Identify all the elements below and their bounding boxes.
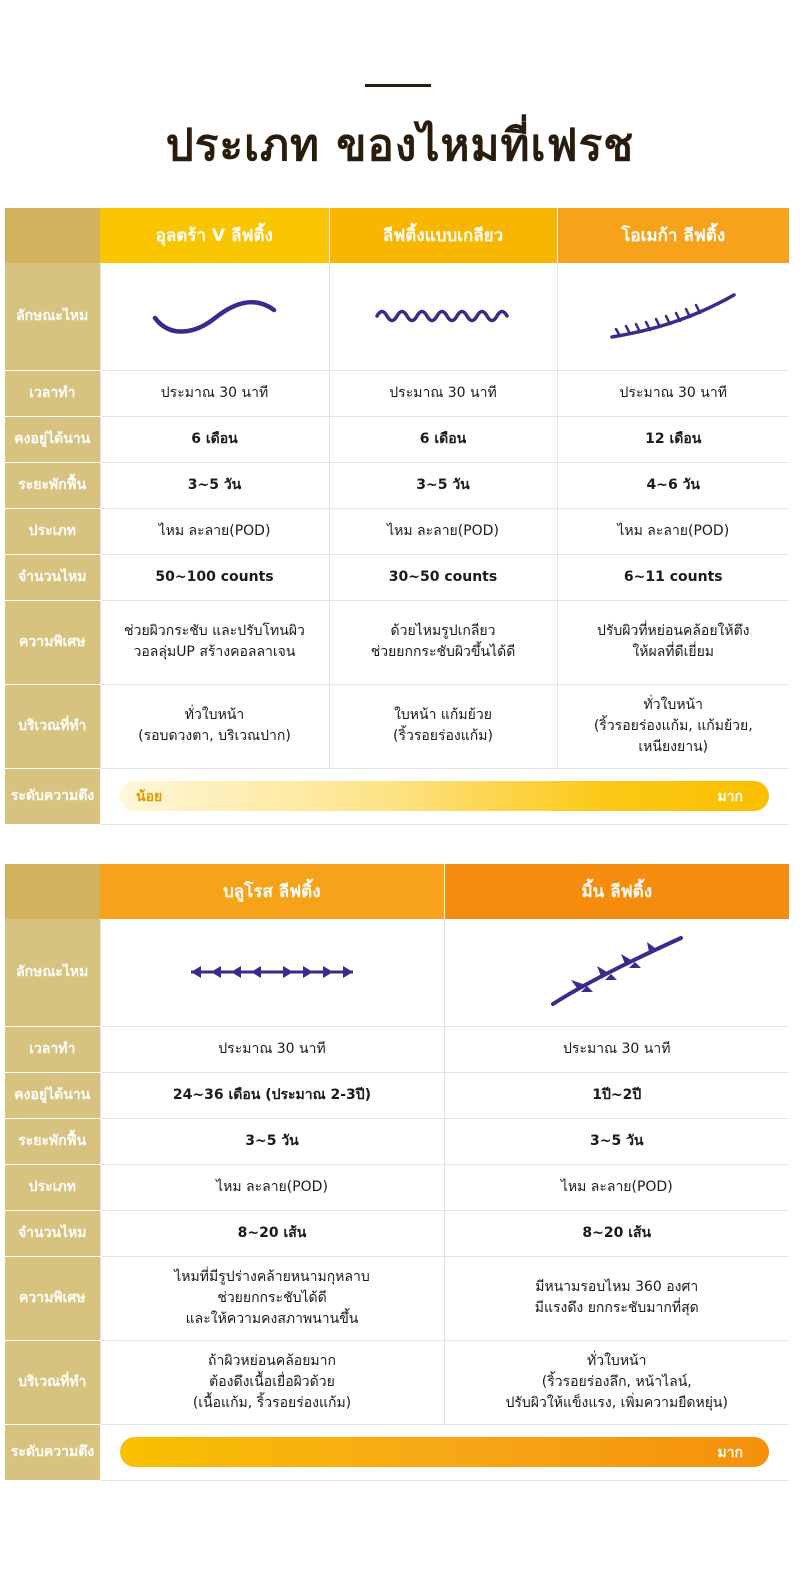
title-divider [365, 84, 431, 87]
level-high-label: มาก [717, 789, 743, 805]
recovery-cell: 3~5 วัน [100, 1118, 444, 1164]
area-cell [329, 684, 557, 768]
special-cell [329, 600, 557, 684]
area-line: (ริ้วรอยร่องแก้ม, แก้มย้วย, [593, 717, 753, 734]
row-label-type: ประเภท [5, 1164, 100, 1210]
count-cell: 6~11 counts [557, 554, 789, 600]
row-label-duration: คงอยู่ได้นาน [5, 416, 100, 462]
level-cell [100, 1424, 789, 1480]
area-cell [100, 684, 329, 768]
count-cell: 8~20 เส้น [100, 1210, 444, 1256]
type-cell: ไหม ละลาย(POD) [444, 1164, 789, 1210]
time-cell: ประมาณ 30 นาที [557, 370, 789, 416]
type-cell: ไหม ละลาย(POD) [557, 508, 789, 554]
area-line: ปรับผิวให้แข็งแรง, เพิ่มความยืดหยุ่น) [505, 1394, 728, 1411]
column-header-omega: โอเมก้า ลีฟติ้ง [557, 208, 789, 263]
count-cell: 8~20 เส้น [444, 1210, 789, 1256]
row-label-shape: ลักษณะไหม [5, 263, 100, 370]
count-cell: 50~100 counts [100, 554, 329, 600]
row-label-time: เวลาทำ [5, 1026, 100, 1072]
thread-shape-cell [100, 919, 444, 1026]
row-label-time: เวลาทำ [5, 370, 100, 416]
area-cell [444, 1340, 789, 1424]
time-cell: ประมาณ 30 นาที [100, 370, 329, 416]
column-header-mint: มิ้น ลีฟติ้ง [444, 864, 789, 919]
special-cell [100, 600, 329, 684]
special-line: และให้ความคงสภาพนานขึ้น [185, 1310, 359, 1327]
area-cell [100, 1340, 444, 1424]
area-line: ใบหน้า แก้มย้วย [394, 707, 492, 723]
time-cell: ประมาณ 30 นาที [444, 1026, 789, 1072]
special-line: มีหนามรอบไหม 360 องศา [535, 1279, 699, 1295]
recovery-cell: 3~5 วัน [444, 1118, 789, 1164]
type-cell: ไหม ละลาย(POD) [329, 508, 557, 554]
recovery-cell: 3~5 วัน [100, 462, 329, 508]
time-cell: ประมาณ 30 นาที [329, 370, 557, 416]
special-cell [100, 1256, 444, 1340]
area-line: ถ้าผิวหย่อนคล้อยมาก [208, 1352, 336, 1369]
duration-cell: 6 เดือน [329, 416, 557, 462]
row-label-level: ระดับความตึง [5, 1424, 100, 1480]
level-low-label: น้อย [136, 789, 163, 805]
header-corner [5, 208, 100, 263]
tension-level-bar [120, 781, 769, 811]
special-line: ปรับผิวที่หย่อนคล้อยให้ตึง [596, 623, 750, 639]
row-label-type: ประเภท [5, 508, 100, 554]
row-label-count: จำนวนไหม [5, 554, 100, 600]
special-line: วอลลุ่มUP สร้างคอลลาเจน [133, 644, 296, 660]
recovery-cell: 3~5 วัน [329, 462, 557, 508]
special-line: ช่วยยกกระชับผิวขึ้นได้ดี [370, 644, 516, 660]
page-title: ประเภท ของไหมที่เฟรช [165, 120, 635, 171]
area-line: ทั่วใบหน้า [643, 696, 703, 713]
type-cell: ไหม ละลาย(POD) [100, 508, 329, 554]
row-label-area: บริเวณที่ทำ [5, 1340, 100, 1424]
special-line: มีแรงดึง ยกกระชับมากที่สุด [534, 1300, 699, 1316]
spiral-thread-icon [373, 304, 513, 328]
row-label-special: ความพิเศษ [5, 600, 100, 684]
row-label-area: บริเวณที่ทำ [5, 684, 100, 768]
header-corner [5, 864, 100, 919]
area-line: (ริ้วรอยร่องลึก, หน้าไลน์, [541, 1373, 692, 1390]
column-header-spiral: ลีฟติ้งแบบเกลียว [329, 208, 557, 263]
duration-cell: 24~36 เดือน (ประมาณ 2-3ปี) [100, 1072, 444, 1118]
special-line: ให้ผลที่ดีเยี่ยม [632, 644, 715, 660]
tension-level-bar [120, 1437, 769, 1467]
thread-shape-cell [100, 263, 329, 370]
area-line: ทั่วใบหน้า [184, 707, 245, 723]
column-header-ultra-v: อุลตร้า V ลีฟติ้ง [100, 208, 329, 263]
type-cell: ไหม ละลาย(POD) [100, 1164, 444, 1210]
thread-shape-cell [329, 263, 557, 370]
row-label-count: จำนวนไหม [5, 1210, 100, 1256]
column-header-blue-rose: บลูโรส ลีฟติ้ง [100, 864, 444, 919]
area-line: ต้องดึงเนื้อเยื่อผิวด้วย [209, 1373, 335, 1390]
count-cell: 30~50 counts [329, 554, 557, 600]
row-label-shape: ลักษณะไหม [5, 919, 100, 1026]
row-label-duration: คงอยู่ได้นาน [5, 1072, 100, 1118]
thread-shape-cell [557, 263, 789, 370]
mint-thread-icon [547, 932, 687, 1012]
duration-cell: 1ปี~2ปี [444, 1072, 789, 1118]
area-line: (ริ้วรอยร่องแก้ม) [393, 728, 493, 744]
special-line: ช่วยผิวกระชับ และปรับโทนผิว [124, 623, 305, 639]
comparison-table-2 [5, 864, 789, 1481]
duration-cell: 12 เดือน [557, 416, 789, 462]
rose-thread-icon [187, 962, 357, 982]
omega-thread-icon [608, 291, 738, 341]
area-cell [557, 684, 789, 768]
special-line: ด้วยไหมรูปเกลียว [390, 623, 496, 639]
row-label-recovery: ระยะพักฟื้น [5, 1118, 100, 1164]
area-line: (รอบดวงตา, บริเวณปาก) [138, 728, 291, 744]
row-label-special: ความพิเศษ [5, 1256, 100, 1340]
area-line: ทั่วใบหน้า [587, 1352, 647, 1369]
special-line: ไหมที่มีรูปร่างคล้ายหนามกุหลาบ [174, 1268, 370, 1285]
comparison-table-1 [5, 208, 789, 825]
special-cell [444, 1256, 789, 1340]
special-cell [557, 600, 789, 684]
level-cell [100, 768, 789, 824]
thread-shape-cell [444, 919, 789, 1026]
special-line: ช่วยยกกระชับได้ดี [217, 1289, 327, 1306]
area-line: เหนียงยาน) [638, 738, 709, 755]
row-label-recovery: ระยะพักฟื้น [5, 462, 100, 508]
wave-thread-icon [150, 296, 280, 336]
level-high-label: มาก [717, 1445, 743, 1461]
duration-cell: 6 เดือน [100, 416, 329, 462]
row-label-level: ระดับความตึง [5, 768, 100, 824]
recovery-cell: 4~6 วัน [557, 462, 789, 508]
area-line: (เนื้อแก้ม, ริ้วรอยร่องแก้ม) [192, 1394, 352, 1411]
time-cell: ประมาณ 30 นาที [100, 1026, 444, 1072]
